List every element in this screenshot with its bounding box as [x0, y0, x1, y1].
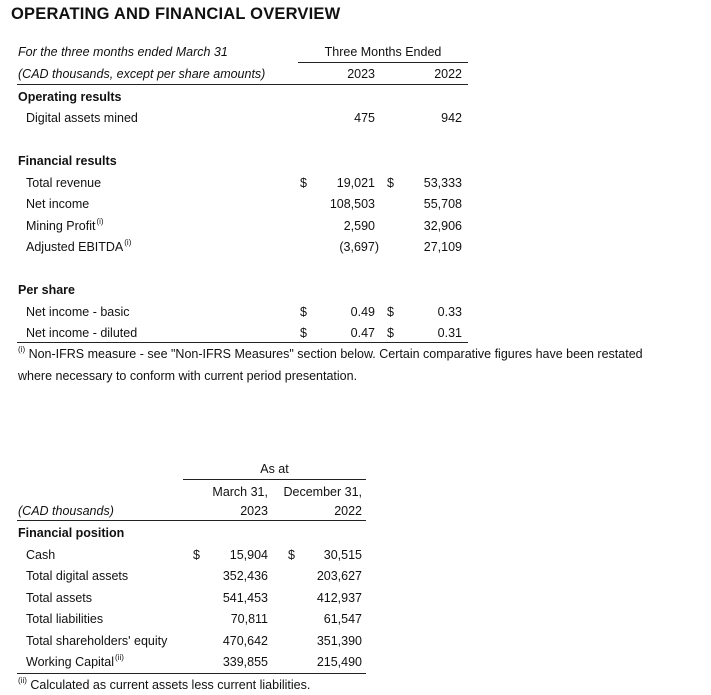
currency-symbol: $ [193, 548, 200, 562]
value-mining-profit-2022: 32,906 [423, 219, 462, 233]
column-header-2022: 2022 [434, 67, 462, 81]
value-digital-assets-mined-2022: 942 [441, 111, 462, 125]
header-group-rule [298, 62, 468, 63]
footnote-non-ifrs-continued: where necessary to conform with current period presentation. [18, 369, 358, 383]
value-net-income-2022: 55,708 [423, 197, 462, 211]
currency-symbol: $ [288, 548, 295, 562]
table-bottom-rule [17, 342, 468, 343]
section-per-share: Per share [18, 283, 75, 297]
header-period: For the three months ended March 31 [18, 45, 228, 59]
value-adjusted-ebitda-2022: 27,109 [423, 240, 462, 254]
footnote-marker: (i) [124, 238, 132, 247]
value-total-liabilities-december: 61,547 [323, 612, 362, 626]
row-label-total-revenue: Total revenue [26, 176, 102, 190]
currency-symbol: $ [387, 305, 394, 319]
row-label-text: Working Capital [26, 655, 115, 669]
footnote-marker: (i) [18, 345, 26, 354]
footnote-marker: (ii) [18, 676, 27, 685]
row-label-net-income: Net income [26, 197, 90, 211]
footnote-marker: (ii) [115, 653, 124, 662]
row-label-adjusted-ebitda [26, 240, 131, 254]
footnote-text: Calculated as current assets less current liabilities. [26, 678, 311, 692]
value-digital-assets-mined-2023: 475 [354, 111, 375, 125]
footnote-non-ifrs [18, 347, 643, 361]
header-bottom-rule [17, 84, 468, 85]
currency-symbol: $ [300, 305, 307, 319]
table-bottom-rule [17, 673, 366, 674]
value-shareholders-equity-march: 470,642 [222, 634, 268, 648]
value-total-digital-assets-march: 352,436 [222, 569, 268, 583]
row-label-net-income-diluted: Net income - diluted [26, 326, 138, 340]
value-total-assets-december: 412,937 [316, 591, 362, 605]
row-label-text: Adjusted EBITDA [26, 240, 124, 254]
row-label-working-capital [26, 655, 124, 669]
page-title: OPERATING AND FINANCIAL OVERVIEW [11, 5, 341, 23]
row-label-total-digital-assets: Total digital assets [26, 569, 129, 583]
section-financial-position: Financial position [18, 526, 125, 540]
value-cash-march: 15,904 [229, 548, 268, 562]
column-header-december-31: December 31, [283, 485, 362, 499]
header-units: (CAD thousands, except per share amounts) [18, 67, 266, 81]
value-working-capital-march: 339,855 [222, 655, 268, 669]
value-cash-december: 30,515 [323, 548, 362, 562]
footnote-marker: (i) [96, 217, 104, 226]
section-operating-results: Operating results [18, 90, 122, 104]
value-total-revenue-2023: 19,021 [336, 176, 375, 190]
footnote-text: Non-IFRS measure - see "Non-IFRS Measures" section below. Certain comparative figures have been restated [25, 347, 643, 361]
value-total-liabilities-march: 70,811 [230, 612, 268, 626]
currency-symbol: $ [300, 176, 307, 190]
row-label-text: Mining Profit [26, 219, 96, 233]
row-label-total-assets: Total assets [26, 591, 93, 605]
value-net-income-diluted-2023: 0.47 [350, 326, 375, 340]
value-mining-profit-2023: 2,590 [343, 219, 375, 233]
currency-symbol: $ [387, 176, 394, 190]
value-shareholders-equity-december: 351,390 [316, 634, 362, 648]
value-net-income-diluted-2022: 0.31 [437, 326, 462, 340]
value-net-income-2023: 108,503 [329, 197, 375, 211]
row-label-total-shareholders-equity: Total shareholders' equity [26, 634, 168, 648]
row-label-digital-assets-mined: Digital assets mined [26, 111, 138, 125]
header-as-at-rule [183, 479, 366, 480]
column-header-year-2023: 2023 [240, 504, 268, 518]
currency-symbol: $ [300, 326, 307, 340]
row-label-net-income-basic: Net income - basic [26, 305, 130, 319]
value-net-income-basic-2022: 0.33 [437, 305, 462, 319]
column-header-year-2022: 2022 [334, 504, 362, 518]
value-total-digital-assets-december: 203,627 [316, 569, 362, 583]
value-net-income-basic-2023: 0.49 [350, 305, 375, 319]
header-as-at: As at [260, 462, 289, 476]
value-working-capital-december: 215,490 [316, 655, 362, 669]
value-total-revenue-2022: 53,333 [423, 176, 462, 190]
header-units: (CAD thousands) [18, 504, 114, 518]
footnote-working-capital [18, 678, 310, 692]
value-total-assets-march: 541,453 [222, 591, 268, 605]
row-label-mining-profit [26, 219, 104, 233]
row-label-cash: Cash [26, 548, 56, 562]
header-three-months-ended: Three Months Ended [324, 45, 442, 59]
value-adjusted-ebitda-2023: (3,697) [339, 240, 379, 254]
row-label-total-liabilities: Total liabilities [26, 612, 104, 626]
section-financial-results: Financial results [18, 154, 117, 168]
currency-symbol: $ [387, 326, 394, 340]
column-header-march-31: March 31, [212, 485, 268, 499]
column-header-2023: 2023 [347, 67, 375, 81]
header-bottom-rule [17, 520, 366, 521]
